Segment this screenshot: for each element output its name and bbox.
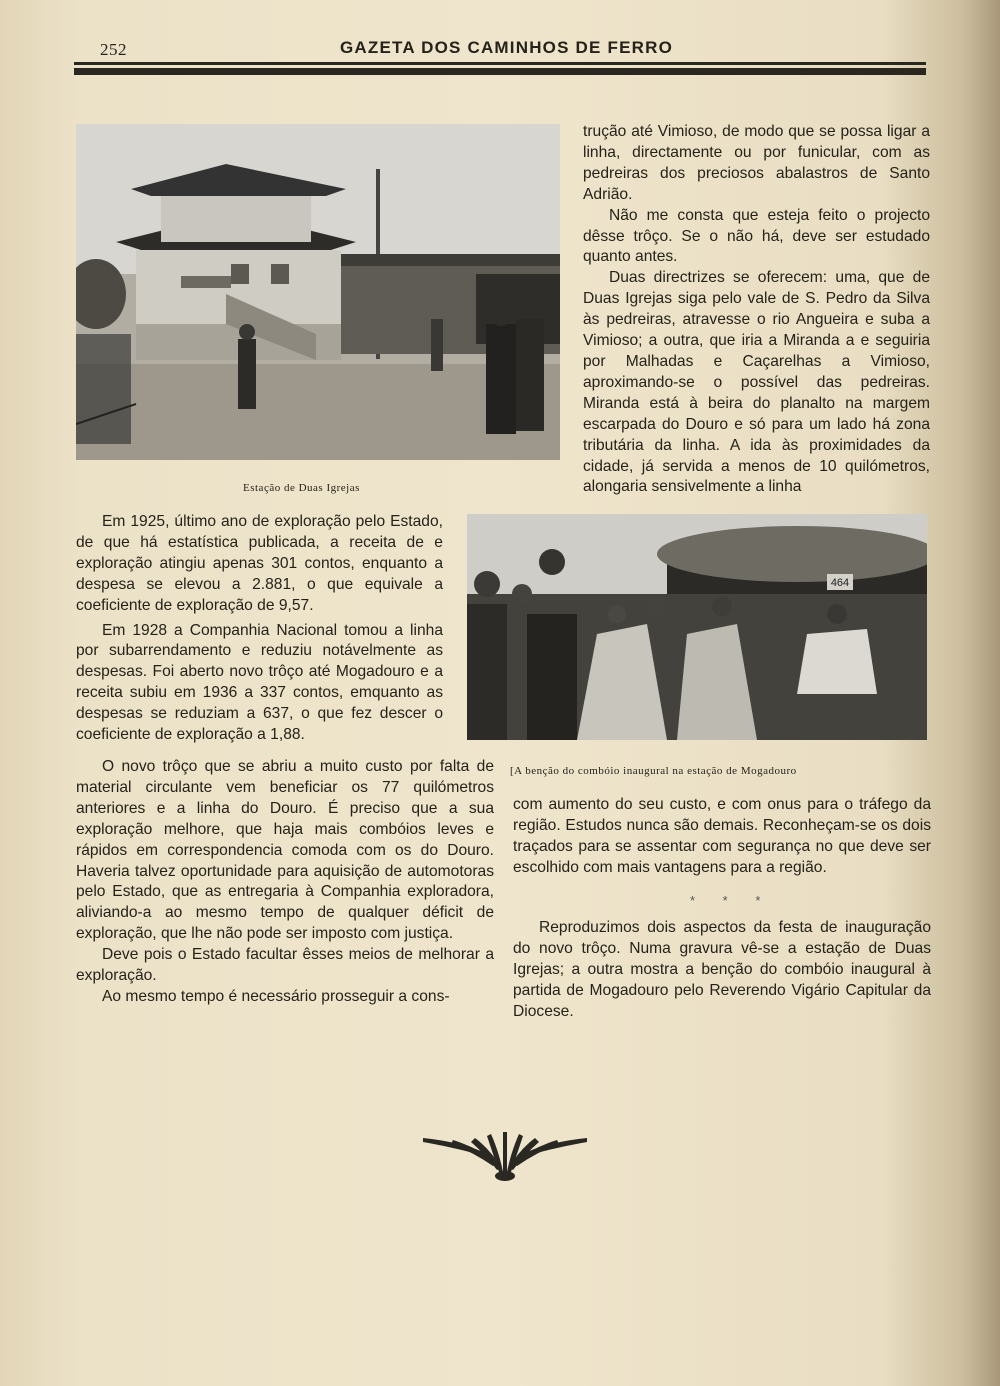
journal-title: GAZETA DOS CAMINHOS DE FERRO [340, 38, 673, 57]
station-photo-graphic [76, 124, 560, 460]
locomotive-number-plate: 464 [830, 577, 850, 589]
paragraph: Ao mesmo tempo é necessário prosseguir a cons- [102, 987, 450, 1005]
paragraph: Em 1925, último ano de exploração pelo Estado, de que há estatística publicada, a receita de e exploração atingiu apenas 301 contos, enquanto a despesa se elevou a 2.881, o que equivale a coeficiente de exploração de 9,57. [76, 513, 443, 614]
paragraph: Não me consta que esteja feito o projecto dêsse trôço. Se o não há, deve ser estudado quanto antes. [583, 206, 930, 266]
article-right-column-top [583, 122, 930, 498]
fan-ornament-icon [423, 1128, 587, 1191]
article-closing-note [513, 918, 931, 1023]
article-left-column-lower [76, 757, 494, 1008]
photo-caption-blessing: [A benção do combóio inaugural na estação de Mogadouro [510, 765, 797, 777]
blessing-photo-graphic [467, 514, 927, 740]
paragraph: trução até Vimioso, de modo que se possa ligar a linha, directamente ou por funicular, com as pedreiras dos preciosos abalastros de Santo Adrião. [583, 123, 930, 203]
paragraph: Deve pois o Estado facultar êsses meios de melhorar a exploração. [76, 946, 494, 985]
paragraph: Em 1928 a Companhia Nacional tomou a linha por subarrendamento e reduziu notávelmente as despesas. Foi aberto novo trôço até Mogadouro e a receita subiu em 1936 a 337 contos, emquanto as despesas se reduziam a 637, o que fez descer o coeficiente de exploração a 1,88. [76, 621, 443, 744]
header-rule-thick [74, 68, 926, 75]
article-left-column [76, 512, 443, 746]
paragraph: O novo trôço que se abriu a muito custo por falta de material circulante vem beneficiar os 77 quilómetros anteriores e a linha do Douro. É preciso que a sua exploração melhore, que haja mais combóios leves e rápidos em correspondencia comoda com os do Douro. Haveria talvez oportunidade para aquisição de automotoras pelo Estado, que as entregaria à Companhia exploradora, aliviando-a ao mesmo tempo de qualquer déficit de exploração, que lhe não pode ser imposto com justiça. [76, 758, 494, 943]
article-right-column-bottom [513, 795, 931, 879]
paragraph: com aumento do seu custo, e com onus para o tráfego da região. Estudos nunca são demais. Reconheçam-se os dois traçados para se assentar com segurança no que deve ser escolhido com mais vantagens para a região. [513, 796, 931, 876]
photo-duas-igrejas-station [76, 124, 560, 460]
paragraph: Reproduzimos dois aspectos da festa de inauguração do novo trôço. Numa gravura vê-se a estação de Duas Igrejas; a outra mostra a benção do combóio inaugural à partida de Mogadouro pelo Reverendo Vigário Capitular da Diocese. [513, 919, 931, 1020]
photo-caption-station: Estação de Duas Igrejas [243, 482, 360, 494]
photo-blessing-inaugural-train [467, 514, 927, 740]
header-rule [74, 62, 926, 65]
page-number: 252 [100, 40, 127, 59]
section-separator: * * * [690, 893, 773, 908]
paragraph: Duas directrizes se oferecem: uma, que de Duas Igrejas siga pelo vale de S. Pedro da Silva às pedreiras, atravesse o rio Angueira e suba a Vimioso; a outra, que iria a Miranda a e seguiria por Malhadas e Caçarelhas a Vimioso, aproximando-se o possível das pedreiras. Miranda está à beira do planalto na margem escarpada do Douro e só para um lado há zona tributária da linha. A ida às proximidades da cidade, já servida a menos de 10 quilómetros, alongaria sensivelmente a linha [583, 269, 930, 496]
